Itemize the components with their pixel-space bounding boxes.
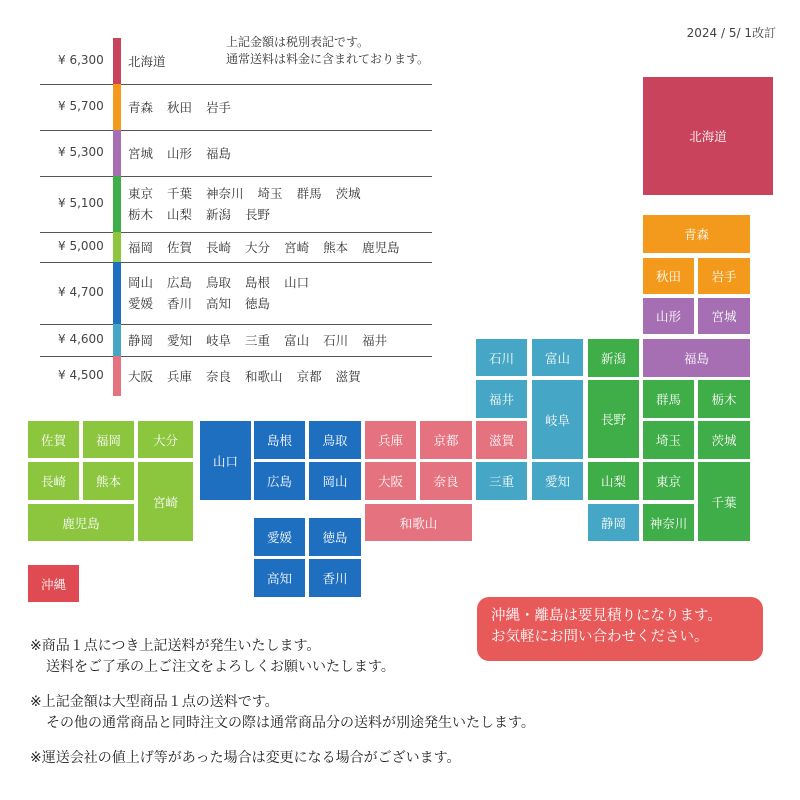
footnote [30, 748, 535, 769]
prefecture-name: 岐阜 [206, 332, 232, 348]
map-prefecture: 新潟 [588, 339, 639, 377]
footnote-line: その他の通常商品と同時注文の際は通常商品分の送料が別途発生いたします。 [46, 715, 535, 731]
footnote-line: 送料をご了承の上ご注文をよろしくお願いいたします。 [46, 659, 395, 675]
prefecture-name: 山梨 [167, 207, 193, 222]
price-value: ¥ 5,700 [58, 99, 104, 113]
prefecture-name: 滋賀 [335, 368, 361, 384]
prefecture-name: 福島 [206, 145, 232, 161]
prefecture-name: 鳥取 [206, 275, 232, 290]
prefecture-name: 広島 [167, 275, 193, 290]
map-prefecture: 石川 [476, 339, 527, 376]
map-prefecture: 兵庫 [365, 421, 416, 459]
price-row [40, 356, 432, 396]
prefecture-name: 兵庫 [167, 368, 193, 384]
footnote [30, 636, 535, 678]
prefecture-name: 静岡 [128, 332, 154, 348]
prefecture-name: 栃木 [128, 207, 154, 222]
prefecture-list [128, 366, 375, 387]
prefecture-list [128, 143, 245, 164]
prefecture-name: 京都 [296, 368, 322, 384]
footnote-line: ※商品１点につき上記送料が発生いたします。 [30, 638, 321, 654]
price-color-bar [113, 232, 121, 262]
prefecture-line [128, 366, 375, 387]
map-prefecture: 京都 [420, 421, 472, 459]
map-prefecture: 島根 [254, 421, 305, 459]
prefecture-name: 福岡 [128, 239, 154, 255]
revision-date: 2024 / 5/ 1改訂 [686, 26, 776, 40]
price-value: ¥ 4,600 [58, 332, 104, 346]
prefecture-name: 新潟 [206, 207, 232, 222]
map-prefecture: 徳島 [309, 518, 361, 556]
map-prefecture: 福井 [476, 380, 527, 418]
okinawa-notice-line: お気軽にお問い合わせください。 [491, 629, 709, 645]
map-prefecture: 茨城 [698, 421, 750, 459]
price-color-bar [113, 176, 121, 232]
prefecture-name: 宮崎 [284, 239, 310, 255]
map-prefecture: 愛知 [532, 462, 583, 500]
prefecture-list [128, 272, 323, 314]
prefecture-name: 大阪 [128, 368, 154, 384]
prefecture-name: 高知 [206, 296, 232, 311]
map-prefecture: 福岡 [83, 421, 134, 458]
price-row [40, 324, 432, 357]
map-prefecture: 福島 [643, 339, 750, 377]
prefecture-name: 福井 [362, 332, 388, 348]
map-prefecture: 宮崎 [138, 462, 193, 541]
map-prefecture: 東京 [643, 462, 694, 500]
prefecture-list [128, 51, 180, 72]
prefecture-name: 和歌山 [245, 368, 283, 384]
map-prefecture: 青森 [643, 215, 750, 253]
prefecture-name: 熊本 [323, 239, 349, 255]
map-prefecture: 埼玉 [643, 421, 694, 459]
prefecture-name: 長野 [245, 207, 271, 222]
price-row [40, 262, 432, 325]
price-color-bar [113, 262, 121, 324]
prefecture-name: 埼玉 [257, 186, 283, 201]
price-color-bar [113, 84, 121, 130]
prefecture-name: 山形 [167, 145, 193, 161]
price-color-bar [113, 324, 121, 356]
prefecture-name: 秋田 [167, 99, 193, 115]
prefecture-list [128, 183, 375, 225]
price-color-bar [113, 38, 121, 84]
price-value: ¥ 4,700 [58, 285, 104, 299]
prefecture-name: 三重 [245, 332, 271, 348]
map-prefecture: 大分 [138, 421, 193, 458]
prefecture-name: 石川 [323, 332, 349, 348]
prefecture-name: 奈良 [206, 368, 232, 384]
price-color-bar [113, 130, 121, 176]
price-row [40, 38, 432, 85]
price-color-bar [113, 356, 121, 396]
prefecture-list [128, 237, 414, 258]
prefecture-name: 香川 [167, 296, 193, 311]
map-prefecture: 山梨 [588, 462, 639, 500]
map-prefecture: 長崎 [28, 462, 79, 500]
map-prefecture: 滋賀 [476, 421, 527, 459]
prefecture-name: 北海道 [128, 53, 166, 69]
map-prefecture: 奈良 [420, 462, 472, 500]
map-prefecture: 神奈川 [643, 504, 694, 541]
map-prefecture: 鳥取 [309, 421, 361, 459]
prefecture-line [128, 330, 401, 351]
price-value: ¥ 6,300 [58, 53, 104, 67]
prefecture-line [128, 97, 245, 118]
prefecture-name: 東京 [128, 186, 154, 201]
map-prefecture: 沖縄 [28, 565, 79, 602]
map-prefecture: 和歌山 [365, 504, 472, 541]
prefecture-name: 群馬 [296, 186, 322, 201]
map-prefecture: 栃木 [698, 380, 750, 418]
price-row [40, 232, 432, 263]
footnote-line: ※上記金額は大型商品１点の送料です。 [30, 694, 279, 710]
map-prefecture: 三重 [476, 462, 527, 500]
prefecture-name: 千葉 [167, 186, 193, 201]
price-row [40, 176, 432, 233]
price-value: ¥ 5,000 [58, 239, 104, 253]
prefecture-line [128, 143, 245, 164]
price-value: ¥ 5,300 [58, 145, 104, 159]
map-prefecture: 岡山 [309, 462, 361, 500]
prefecture-name: 大分 [245, 239, 271, 255]
prefecture-line [128, 204, 375, 225]
prefecture-line [128, 272, 323, 293]
footnote-line: ※運送会社の値上げ等があった場合は変更になる場合がございます。 [30, 750, 461, 766]
prefecture-name: 岩手 [206, 99, 232, 115]
map-prefecture: 岩手 [698, 258, 750, 294]
map-prefecture: 佐賀 [28, 421, 79, 458]
prefecture-list [128, 330, 401, 351]
prefecture-name: 島根 [245, 275, 271, 290]
price-row [40, 130, 432, 177]
footnotes [30, 636, 535, 783]
map-prefecture: 香川 [309, 559, 361, 597]
map-prefecture: 山形 [643, 298, 694, 334]
prefecture-line [128, 237, 414, 258]
prefecture-name: 岡山 [128, 275, 154, 290]
map-prefecture: 熊本 [83, 462, 134, 500]
prefecture-name: 富山 [284, 332, 310, 348]
map-prefecture: 千葉 [698, 462, 750, 541]
map-prefecture: 大阪 [365, 462, 416, 500]
prefecture-line [128, 51, 180, 72]
map-prefecture: 長野 [588, 380, 639, 458]
prefecture-name: 鹿児島 [362, 239, 400, 255]
map-prefecture: 高知 [254, 559, 305, 597]
map-prefecture: 岐阜 [532, 380, 583, 459]
prefecture-name: 愛媛 [128, 296, 154, 311]
prefecture-line [128, 183, 375, 204]
prefecture-name: 神奈川 [206, 186, 244, 201]
prefecture-name: 宮城 [128, 145, 154, 161]
price-row [40, 84, 432, 131]
footnote [30, 692, 535, 734]
prefecture-name: 徳島 [245, 296, 271, 311]
prefecture-name: 佐賀 [167, 239, 193, 255]
map-prefecture: 愛媛 [254, 518, 305, 556]
map-prefecture: 鹿児島 [28, 504, 134, 541]
map-prefecture: 山口 [200, 421, 251, 500]
okinawa-notice-line: 沖縄・離島は要見積りになります。 [491, 608, 722, 624]
price-value: ¥ 4,500 [58, 368, 104, 382]
prefecture-name: 青森 [128, 99, 154, 115]
map-prefecture: 富山 [532, 339, 583, 376]
map-prefecture: 群馬 [643, 380, 694, 418]
tax-notice-line: 上記金額は税別表記です。 [226, 35, 370, 49]
prefecture-name: 茨城 [335, 186, 361, 201]
price-value: ¥ 5,100 [58, 196, 104, 210]
map-prefecture: 宮城 [698, 298, 750, 334]
map-prefecture: 広島 [254, 462, 305, 500]
prefecture-name: 長崎 [206, 239, 232, 255]
map-prefecture: 北海道 [643, 77, 773, 195]
map-prefecture: 秋田 [643, 258, 694, 294]
prefecture-name: 山口 [284, 275, 310, 290]
prefecture-list [128, 97, 245, 118]
tax-notice-line: 通常送料は料金に含まれております。 [226, 52, 430, 66]
map-prefecture: 静岡 [588, 504, 639, 541]
prefecture-name: 愛知 [167, 332, 193, 348]
prefecture-line [128, 293, 323, 314]
